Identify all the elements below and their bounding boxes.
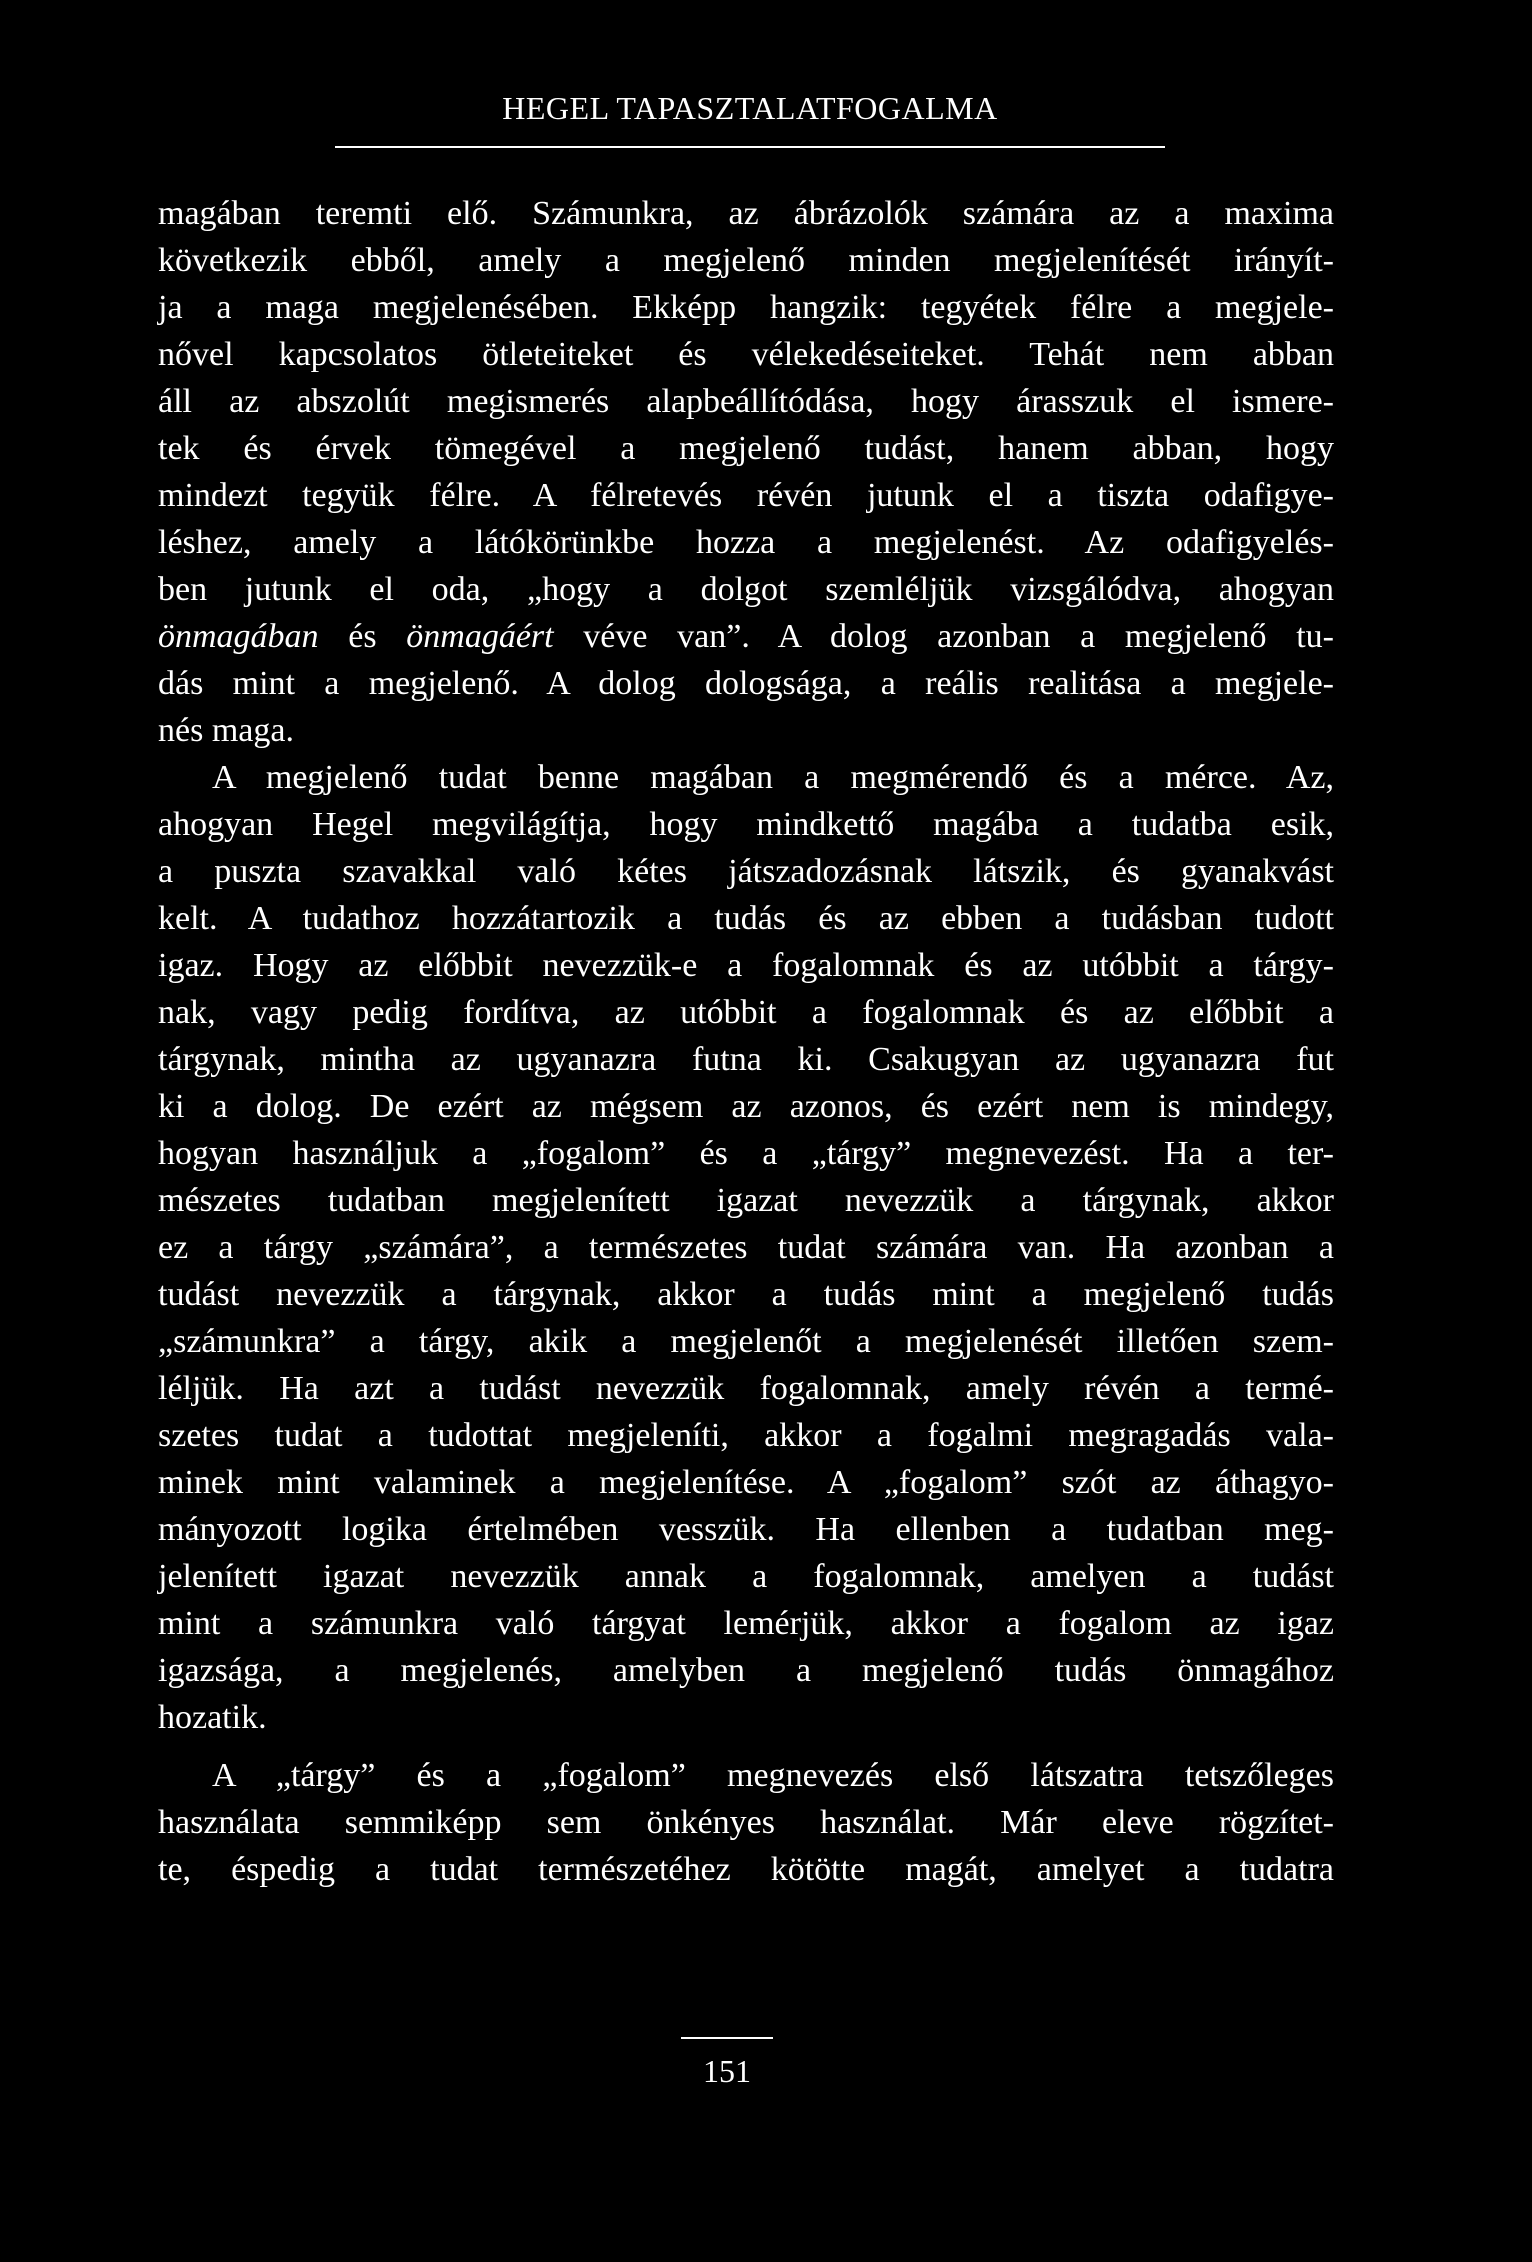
text-line: következik ebből, amely a megjelenő minden megjelenítését irányít- — [158, 242, 1334, 279]
text-line: A „tárgy” és a „fogalom” megnevezés első látszatra tetszőleges — [212, 1757, 1334, 1794]
text-line: ja a maga megjelenésében. Ekképp hangzik: tegyétek félre a megjele- — [158, 289, 1334, 326]
italic-term: önmagáért — [406, 618, 554, 655]
text-line: ben jutunk el oda, „hogy a dolgot szemléljük vizsgálódva, ahogyan — [158, 571, 1334, 608]
footer-rule — [681, 2037, 773, 2039]
text-line: ahogyan Hegel megvilágítja, hogy mindkettő magába a tudatba esik, — [158, 806, 1334, 843]
text-line: léljük. Ha azt a tudást nevezzük fogalomnak, amely révén a termé- — [158, 1370, 1334, 1407]
text-line: magában teremti elő. Számunkra, az ábrázolók számára az a maxima — [158, 195, 1334, 232]
text-line: kelt. A tudathoz hozzátartozik a tudás és az ebben a tudásban tudott — [158, 900, 1334, 937]
text-line: nővel kapcsolatos ötleteiteket és vélekedéseiteket. Tehát nem abban — [158, 336, 1334, 373]
text-line: mindezt tegyük félre. A félretevés révén jutunk el a tiszta odafigye- — [158, 477, 1334, 514]
text-line: igaz. Hogy az előbbit nevezzük-e a fogalomnak és az utóbbit a tárgy- — [158, 947, 1334, 984]
text-line: dás mint a megjelenő. A dolog dologsága, a reális realitása a megjele- — [158, 665, 1334, 702]
text-line: „számunkra” a tárgy, akik a megjelenőt a megjelenését illetően szem- — [158, 1323, 1334, 1360]
text-line: a puszta szavakkal való kétes játszadozásnak látszik, és gyanakvást — [158, 853, 1334, 890]
text-line: használata semmiképp sem önkényes használat. Már eleve rögzítet- — [158, 1804, 1334, 1841]
text-line: ki a dolog. De ezért az mégsem az azonos, és ezért nem is mindegy, — [158, 1088, 1334, 1125]
header-rule — [335, 146, 1165, 148]
page-number: 151 — [703, 2053, 751, 2089]
text-line: áll az abszolút megismerés alapbeállítódása, hogy árasszuk el ismere- — [158, 383, 1334, 420]
text-line-mixed — [158, 613, 1334, 661]
text-line: ez a tárgy „számára”, a természetes tudat számára van. Ha azonban a — [158, 1229, 1334, 1266]
text-line: nés maga. — [158, 712, 294, 749]
text-line: jelenített igazat nevezzük annak a fogalomnak, amelyen a tudást — [158, 1558, 1334, 1595]
text-line: A megjelenő tudat benne magában a megmérendő és a mérce. Az, — [212, 759, 1334, 796]
text-run: véve van”. A dolog azonban a megjelenő tu- — [553, 618, 1335, 655]
text-line: tudást nevezzük a tárgynak, akkor a tudás mint a megjelenő tudás — [158, 1276, 1334, 1313]
text-line: szetes tudat a tudottat megjeleníti, akkor a fogalmi megragadás vala- — [158, 1417, 1334, 1454]
text-line: te, éspedig a tudat természetéhez kötötte magát, amelyet a tudatra — [158, 1851, 1334, 1888]
text-run: és — [318, 618, 407, 655]
text-line: hogyan használjuk a „fogalom” és a „tárgy” megnevezést. Ha a ter- — [158, 1135, 1334, 1172]
text-line: nak, vagy pedig fordítva, az utóbbit a fogalomnak és az előbbit a — [158, 994, 1334, 1031]
text-line: mint a számunkra való tárgyat lemérjük, akkor a fogalom az igaz — [158, 1605, 1334, 1642]
text-line: minek mint valaminek a megjelenítése. A „fogalom” szót az áthagyo- — [158, 1464, 1334, 1501]
text-line: léshez, amely a látókörünkbe hozza a megjelenést. Az odafigyelés- — [158, 524, 1334, 561]
text-line: igazsága, a megjelenés, amelyben a megjelenő tudás önmagához — [158, 1652, 1334, 1689]
text-line: tek és érvek tömegével a megjelenő tudást, hanem abban, hogy — [158, 430, 1334, 467]
text-line: mányozott logika értelmében vesszük. Ha ellenben a tudatban meg- — [158, 1511, 1334, 1548]
text-line: hozatik. — [158, 1699, 267, 1736]
running-header: HEGEL TAPASZTALATFOGALMA — [502, 90, 998, 126]
italic-term: önmagában — [158, 618, 319, 655]
text-line: tárgynak, mintha az ugyanazra futna ki. Csakugyan az ugyanazra fut — [158, 1041, 1334, 1078]
text-line: mészetes tudatban megjelenített igazat nevezzük a tárgynak, akkor — [158, 1182, 1334, 1219]
